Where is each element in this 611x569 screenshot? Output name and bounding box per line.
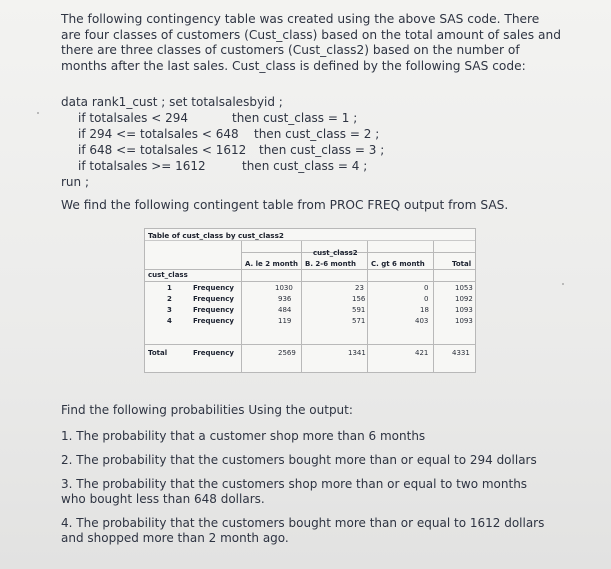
- table-cell: 421: [415, 349, 429, 357]
- code-line: [61, 158, 461, 174]
- divider: [145, 281, 475, 282]
- row-class-label: 2: [167, 295, 172, 303]
- divider: [145, 240, 475, 241]
- divider: [241, 252, 475, 253]
- table-cell: 484: [278, 306, 292, 314]
- row-stat-label: Frequency: [193, 295, 234, 303]
- stray-mark: [37, 112, 39, 114]
- table-cell: 403: [415, 317, 429, 325]
- question-item: 3. The probability that the customers shop more than or equal to two months who bought less than 648 dollars.: [61, 477, 528, 506]
- code-line: [61, 142, 461, 158]
- code-line: [61, 174, 461, 190]
- table-cell: 591: [352, 306, 366, 314]
- table-cell: 2569: [278, 349, 296, 357]
- code-run: run ;: [61, 175, 90, 189]
- code-action: then cust_class = 2 ;: [254, 127, 380, 141]
- code-condition: if totalsales >= 1612: [78, 159, 206, 173]
- question-item: 4. The probability that the customers bought more than or equal to 1612 dollars and shopped more than 2 month ago.: [61, 516, 545, 545]
- stray-mark: [562, 283, 564, 285]
- row-stat-label: Frequency: [193, 284, 234, 292]
- table-cell: 4331: [452, 349, 470, 357]
- table-cell: 1030: [275, 284, 293, 292]
- divider: [145, 344, 475, 345]
- code-line: [61, 126, 461, 142]
- table-cell: 1341: [348, 349, 366, 357]
- row-class-label: 3: [167, 306, 172, 314]
- table-cell: 18: [420, 306, 429, 314]
- table-cell: 156: [352, 295, 366, 303]
- row-class-label: 1: [167, 284, 172, 292]
- column-header-a: A. le 2 month: [245, 260, 298, 268]
- table-cell: 23: [355, 284, 364, 292]
- divider: [241, 241, 242, 372]
- questions-section: [61, 403, 551, 555]
- table-cell: 0: [424, 295, 429, 303]
- row-stat-label: Frequency: [193, 306, 234, 314]
- row-stat-label: Frequency: [193, 317, 234, 325]
- row-class-label: 4: [167, 317, 172, 325]
- column-header-c: C. gt 6 month: [371, 260, 425, 268]
- table-cell: 571: [352, 317, 366, 325]
- column-header-b: B. 2-6 month: [305, 260, 356, 268]
- question-item: 1. The probability that a customer shop more than 6 months: [61, 429, 426, 443]
- sas-code-block: [61, 94, 461, 190]
- code-action: then cust_class = 3 ;: [259, 143, 385, 157]
- divider: [301, 241, 302, 372]
- table-cell: 0: [424, 284, 429, 292]
- table-cell: 119: [278, 317, 292, 325]
- row-stat-label: Frequency: [193, 349, 234, 357]
- table-title: Table of cust_class by cust_class2: [148, 231, 284, 240]
- code-action: then cust_class = 4 ;: [242, 159, 368, 173]
- frequency-table: [144, 228, 476, 373]
- code-condition: if totalsales < 294: [78, 111, 188, 125]
- table-cell: 936: [278, 295, 292, 303]
- code-data-step: data rank1_cust ; set totalsalesbyid ;: [61, 95, 283, 109]
- divider: [145, 269, 475, 270]
- table-cell: 1093: [455, 317, 473, 325]
- column-variable-label: cust_class2: [313, 249, 358, 257]
- code-line: [61, 110, 461, 126]
- divider: [433, 241, 434, 372]
- table-intro-text: We find the following contingent table from PROC FREQ output from SAS.: [61, 198, 509, 212]
- question-item: 2. The probability that the customers bought more than or equal to 294 dollars: [61, 453, 537, 467]
- total-row-label: Total: [148, 349, 168, 357]
- intro-paragraph: The following contingency table was created using the above SAS code. There are four classes of customers (Cust_class) based on the total amount of sales and there are three classes of customers (Cust_class2) based on the number of months after the last sales. Cust_class is defined by the following SAS code:: [61, 12, 561, 73]
- table-cell: 1053: [455, 284, 473, 292]
- questions-heading: Find the following probabilities Using the output:: [61, 403, 353, 417]
- column-header-total: Total: [452, 260, 472, 268]
- table-cell: 1093: [455, 306, 473, 314]
- code-line: [61, 94, 461, 110]
- code-condition: if 294 <= totalsales < 648: [78, 127, 239, 141]
- table-cell: 1092: [455, 295, 473, 303]
- code-condition: if 648 <= totalsales < 1612: [78, 143, 247, 157]
- divider: [367, 241, 368, 372]
- code-action: then cust_class = 1 ;: [232, 111, 358, 125]
- row-variable-label: cust_class: [148, 271, 188, 279]
